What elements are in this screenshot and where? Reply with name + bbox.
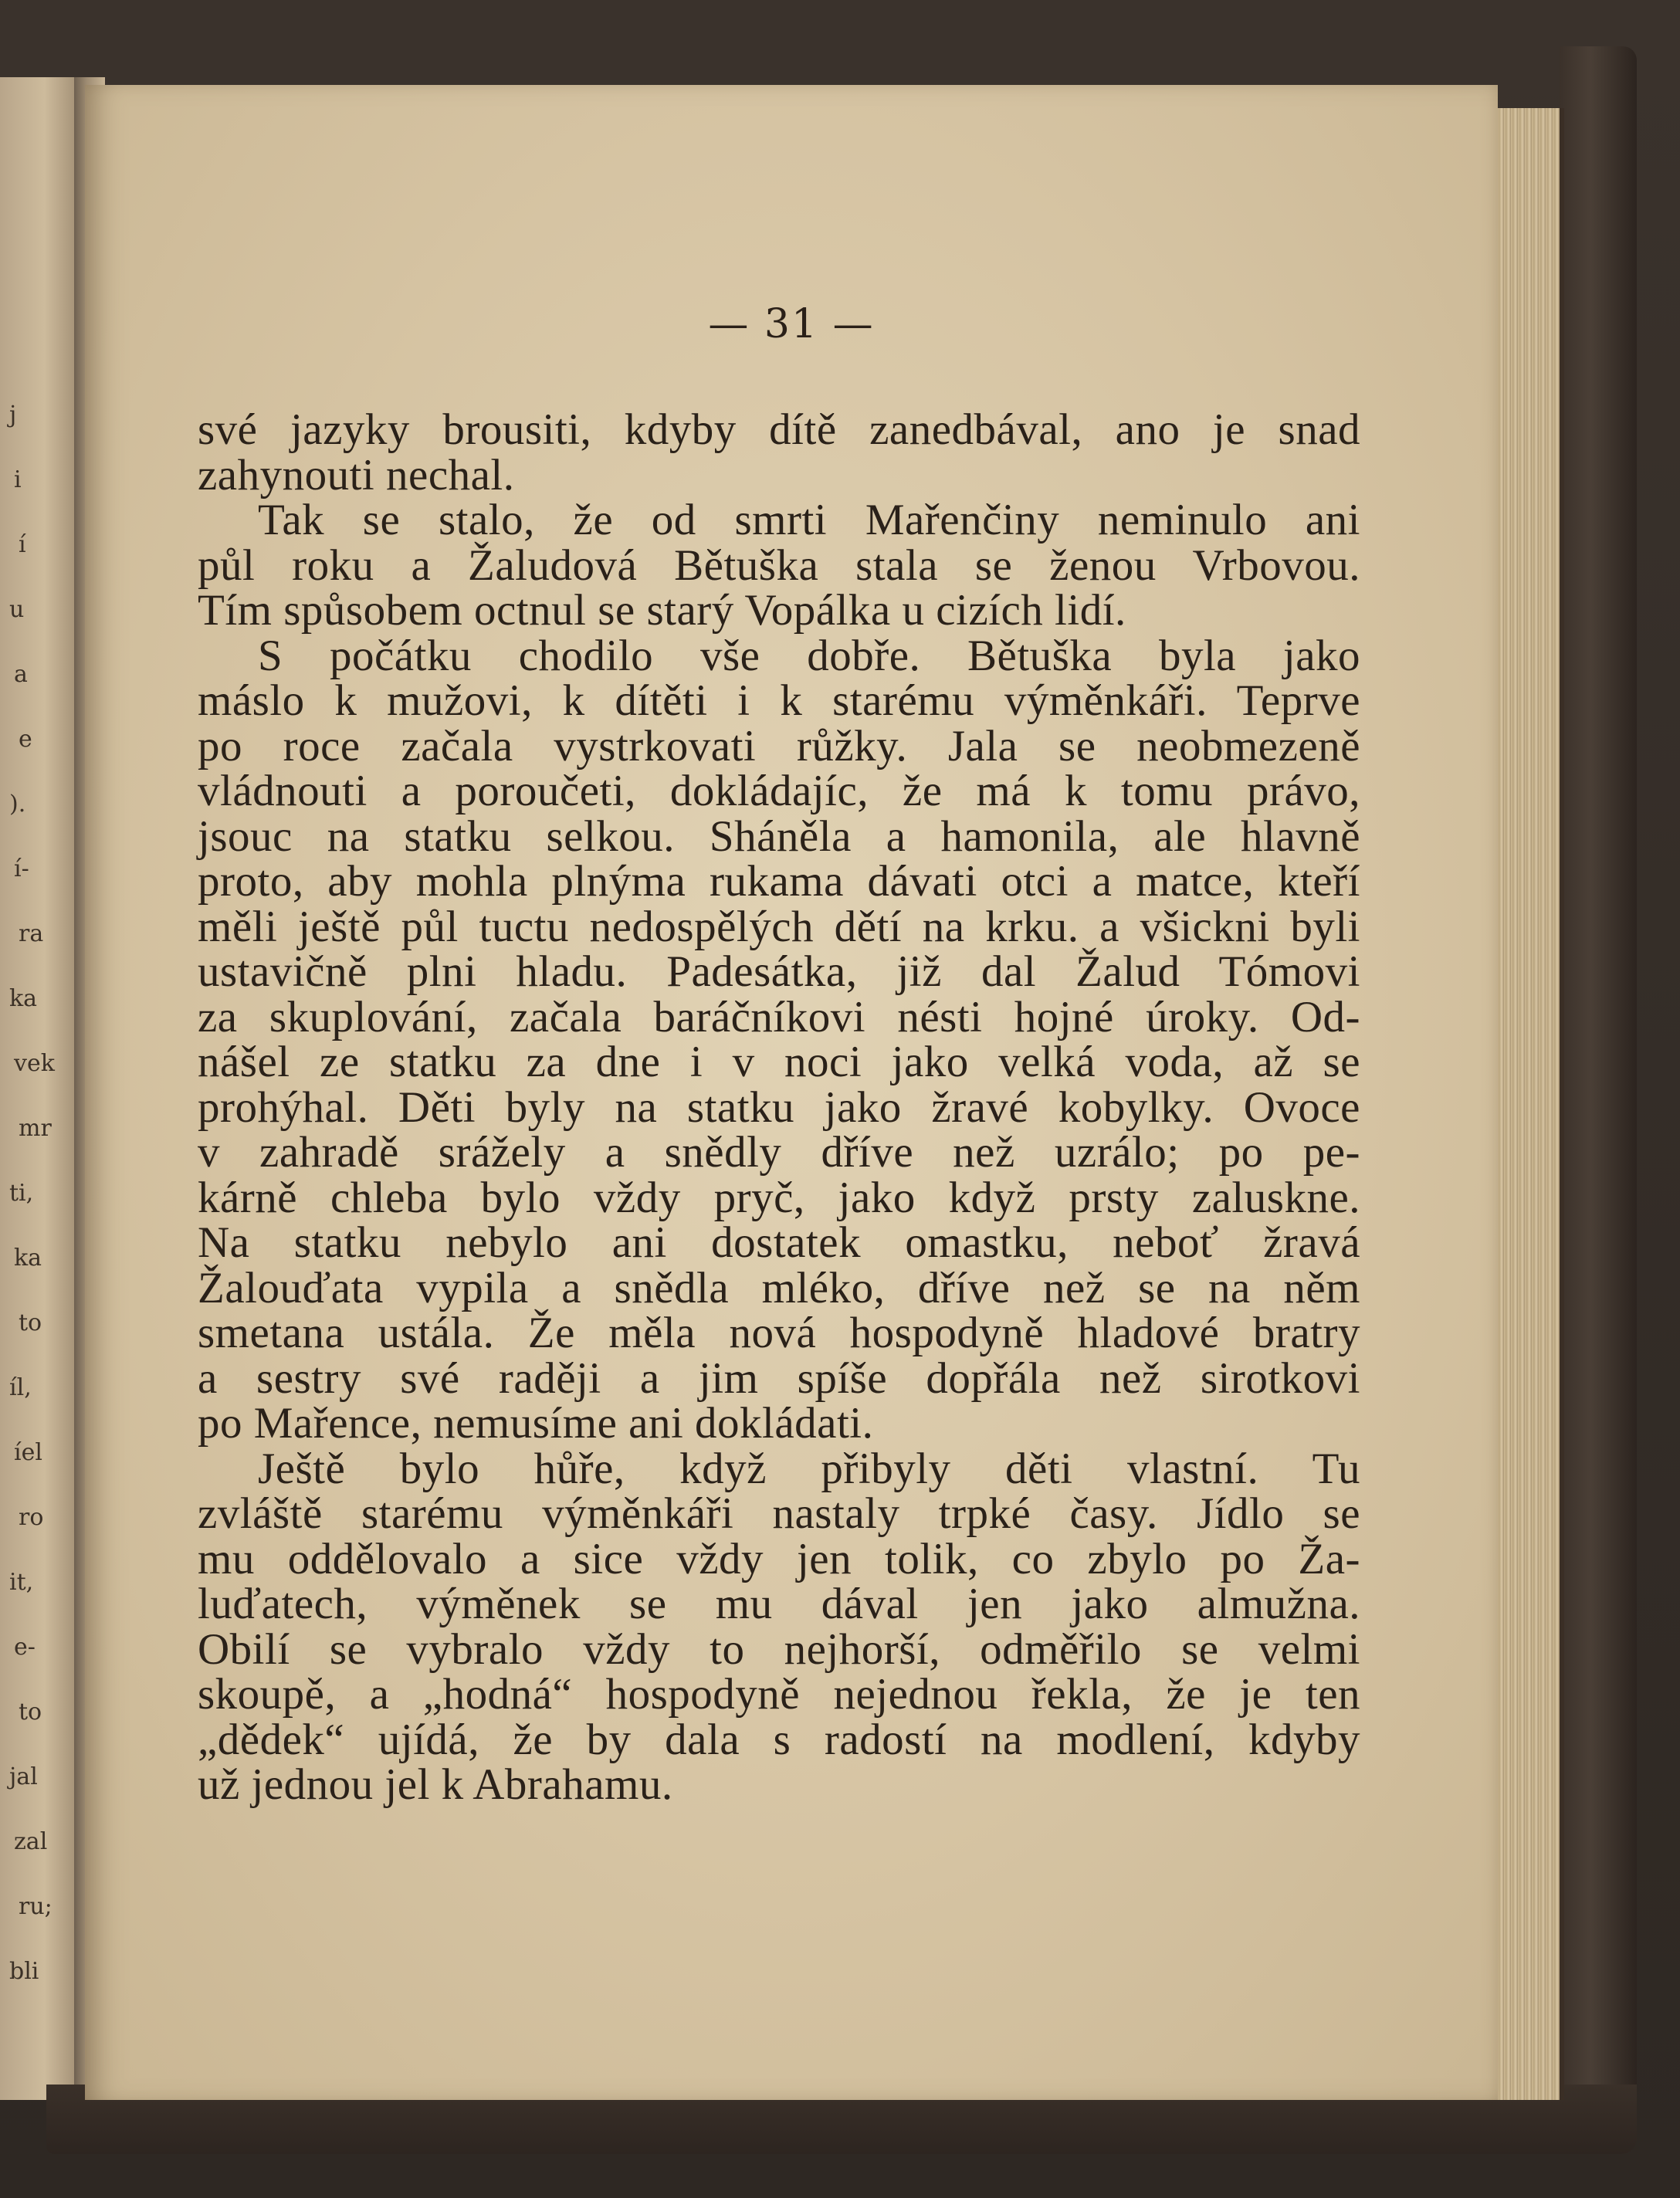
left-page-text-fragment: ).: [9, 791, 26, 818]
text-line: kárně chleba bylo vždy pryč, jako když prsty zaluskne.: [198, 1173, 1360, 1222]
text-line: S počátku chodilo vše dobře. Bětuška byla jako: [258, 631, 1360, 680]
left-page-text-fragment: to: [19, 1698, 42, 1726]
text-line: ustavičně plni hladu. Padesátka, již dal Žalud Tómovi: [198, 947, 1360, 996]
left-page-text-fragment: bli: [9, 1958, 39, 1985]
left-page-text-fragment: e: [19, 726, 32, 753]
left-page-text-fragment: ro: [19, 1504, 44, 1531]
left-page-text-fragment: í: [19, 531, 26, 558]
left-page-text-fragment: ka: [14, 1245, 42, 1272]
text-line: Tím spůsobem octnul se starý Vopálka u cizích lidí.: [198, 586, 1126, 635]
text-line: po roce začala vystrkovati růžky. Jala se neobmezeně: [198, 721, 1360, 770]
text-line: zvláště starému výměnkáři nastaly trpké časy. Jídlo se: [198, 1489, 1360, 1538]
left-page-text-fragment: ti,: [9, 1180, 34, 1207]
text-line: Žalouďata vypila a snědla mléko, dříve než se na něm: [198, 1263, 1360, 1312]
text-line: Ještě bylo hůře, když přibyly děti vlastní. Tu: [258, 1444, 1360, 1493]
text-line: „dědek“ ujídá, že by dala s radostí na modlení, kdyby: [198, 1715, 1360, 1764]
text-line: Tak se stalo, že od smrti Mařenčiny neminulo ani: [258, 496, 1360, 544]
text-line: luďatech, výměnek se mu dával jen jako almužna.: [198, 1580, 1360, 1628]
left-page-text-fragment: zal: [14, 1828, 48, 1855]
text-line: půl roku a Žaludová Bětuška stala se ženou Vrbovou.: [198, 540, 1360, 590]
text-line: a sestry své raději a jim spíše dopřála než sirotkovi: [198, 1353, 1360, 1403]
text-line: v zahradě srážely a snědly dříve než uzrálo; po pe-: [198, 1128, 1360, 1177]
text-line: už jednou jel k Abrahamu.: [198, 1760, 673, 1809]
text-line: vládnouti a poroučeti, dokládajíc, že má k tomu právo,: [198, 767, 1360, 815]
left-page-text-fragment: íl,: [9, 1374, 32, 1401]
text-line: Obilí se vybralo vždy to nejhorší, odměřilo se velmi: [198, 1624, 1360, 1674]
left-page-text-fragment: a: [14, 661, 28, 688]
text-line: své jazyky brousiti, kdyby dítě zanedbával, ano je snad: [198, 405, 1360, 454]
text-line: smetana ustála. Že měla nová hospodyně hladové bratry: [198, 1309, 1360, 1357]
text-line: měli ještě půl tuctu nedospělých dětí na krku. a všickni byli: [198, 902, 1360, 951]
text-line: prohýhal. Děti byly na statku jako žravé kobylky. Ovoce: [198, 1082, 1360, 1132]
book-page: [85, 85, 1498, 2100]
text-line: proto, aby mohla plnýma rukama dávati otci a matce, kteří: [198, 857, 1360, 906]
page-number: — 31 —: [708, 301, 875, 347]
left-page-text-fragment: í-: [14, 855, 29, 882]
left-page-text-fragment: j: [9, 401, 17, 428]
text-line: za skuplování, začala baráčníkovi nésti hojné úroky. Od-: [198, 992, 1360, 1041]
text-line: po Mařence, nemusíme ani dokládati.: [198, 1399, 874, 1448]
page-text: [198, 405, 1360, 1809]
text-line: mu oddělovalo a sice vždy jen tolik, co zbylo po Ža-: [198, 1534, 1360, 1583]
left-page-text-fragment: mr: [19, 1115, 52, 1142]
left-page-text-fragment: to: [19, 1309, 42, 1336]
left-page-text-fragment: it,: [9, 1569, 34, 1596]
left-page-text-fragment: u: [9, 596, 25, 623]
text-line: zahynouti nechal.: [198, 450, 515, 500]
left-page-text-fragment: ka: [9, 985, 38, 1012]
left-page-fragment: [0, 77, 74, 2100]
text-line: Na statku nebylo ani dostatek omastku, neboť žravá: [198, 1218, 1360, 1267]
book-cover-edge: [1560, 46, 1637, 2146]
left-page-text-fragment: vek: [14, 1050, 55, 1077]
text-line: máslo k mužovi, k dítěti i k starému výměnkáři. Teprve: [198, 676, 1360, 725]
text-line: skoupě, a „hodná“ hospodyně nejednou řekla, že je ten: [198, 1670, 1360, 1719]
text-line: jsouc na statku selkou. Sháněla a hamonila, ale hlavně: [198, 811, 1360, 861]
left-page-text-fragment: ru;: [19, 1893, 52, 1920]
text-line: nášel ze statku za dne i v noci jako velká voda, až se: [198, 1038, 1360, 1086]
left-page-text-fragment: jal: [9, 1763, 38, 1790]
left-page-text-fragment: íel: [14, 1439, 42, 1466]
left-page-text-fragment: i: [14, 466, 22, 493]
left-page-text-fragment: e-: [14, 1634, 36, 1661]
page-fore-edge: [1490, 108, 1564, 2100]
left-page-text-fragment: ra: [19, 920, 44, 947]
